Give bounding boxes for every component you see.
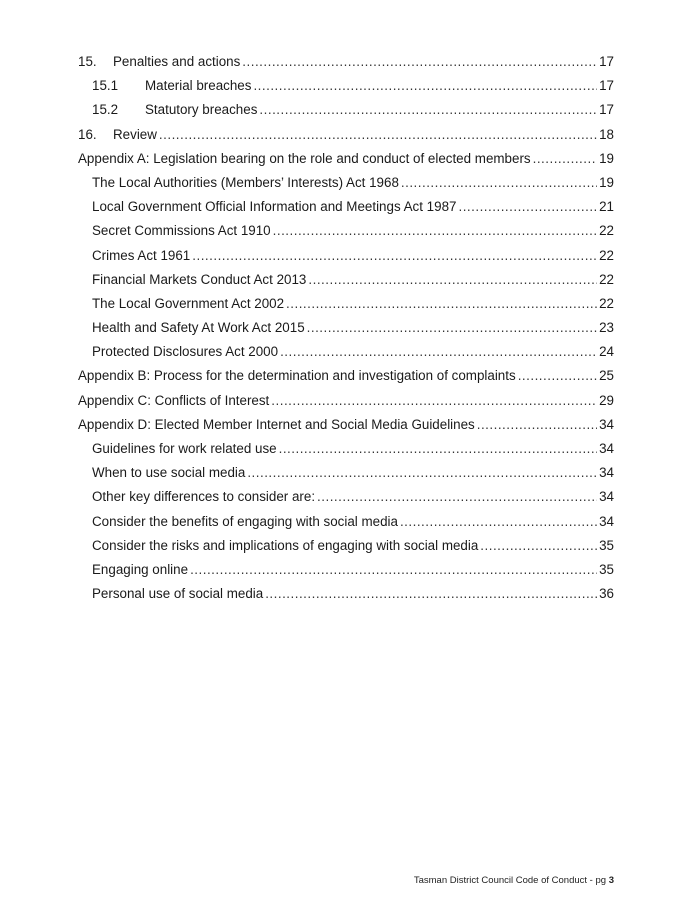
toc-dot-leader: [518, 368, 597, 383]
toc-entry-page-number: 23: [599, 320, 614, 336]
toc-entry[interactable]: [78, 441, 614, 465]
toc-dot-leader: [307, 320, 597, 335]
table-of-contents: [78, 54, 614, 610]
toc-entry[interactable]: [78, 78, 614, 102]
toc-entry-page-number: 21: [599, 199, 614, 215]
toc-entry-title: Consider the risks and implications of engaging with social media: [92, 537, 479, 553]
toc-entry[interactable]: [78, 54, 614, 78]
toc-entry-page-number: 34: [599, 441, 614, 456]
toc-entry-page-number: 24: [599, 344, 614, 360]
toc-dot-leader: [533, 151, 597, 166]
toc-entry-title: Guidelines for work related use: [92, 441, 277, 456]
toc-dot-leader: [265, 586, 597, 601]
toc-entry[interactable]: [78, 417, 614, 441]
toc-entry-page-number: 34: [599, 465, 614, 481]
toc-entry-title: When to use social media: [92, 465, 246, 481]
toc-entry[interactable]: [78, 175, 614, 199]
toc-entry[interactable]: [78, 223, 614, 247]
toc-entry-title: Appendix A: Legislation bearing on the role and conduct of elected members: [78, 150, 531, 166]
toc-entry-page-number: 22: [599, 295, 614, 311]
toc-entry-title: Other key differences to consider are:: [92, 489, 316, 505]
toc-entry[interactable]: [78, 320, 614, 344]
toc-entry-number: 15.: [78, 54, 97, 69]
toc-entry[interactable]: [78, 368, 614, 392]
toc-dot-leader: [458, 199, 597, 214]
toc-entry-title: Appendix C: Conflicts of Interest: [78, 392, 270, 408]
toc-dot-leader: [159, 127, 597, 142]
toc-entry-title: Personal use of social media: [92, 586, 264, 602]
toc-dot-leader: [273, 223, 597, 238]
toc-entry-page-number: 34: [599, 416, 614, 432]
toc-entry-title: The Local Authorities (Members’ Interests) Act 1968: [92, 174, 399, 190]
toc-entry-title: Material breaches: [145, 78, 252, 94]
toc-dot-leader: [242, 54, 597, 69]
toc-entry-title: Secret Commissions Act 1910: [92, 223, 271, 239]
toc-entry-page-number: 22: [599, 271, 614, 287]
toc-entry-title: Statutory breaches: [145, 102, 258, 118]
toc-entry-title: Health and Safety At Work Act 2015: [92, 320, 305, 336]
toc-entry-page-number: 18: [599, 126, 614, 142]
toc-entry-title: Local Government Official Information and Meetings Act 1987: [92, 199, 457, 215]
toc-entry[interactable]: [78, 538, 614, 562]
toc-entry[interactable]: [78, 102, 614, 126]
toc-entry-page-number: 19: [599, 150, 614, 166]
toc-entry[interactable]: [78, 272, 614, 296]
toc-entry-title: Crimes Act 1961: [92, 247, 191, 263]
toc-dot-leader: [247, 465, 597, 480]
toc-entry-page-number: 22: [599, 223, 614, 239]
toc-entry-title: Review: [113, 126, 157, 142]
toc-entry-page-number: 35: [599, 537, 614, 553]
toc-entry[interactable]: [78, 127, 614, 151]
toc-entry-title: Penalties and actions: [113, 54, 241, 69]
footer-text: Tasman District Council Code of Conduct - pg: [413, 875, 609, 886]
toc-dot-leader: [401, 175, 597, 190]
toc-entry[interactable]: [78, 514, 614, 538]
toc-dot-leader: [280, 344, 597, 359]
toc-dot-leader: [400, 514, 597, 529]
toc-dot-leader: [253, 78, 597, 93]
toc-entry[interactable]: [78, 562, 614, 586]
toc-entry[interactable]: [78, 489, 614, 513]
toc-entry-title: Engaging online: [92, 561, 189, 577]
toc-dot-leader: [480, 538, 597, 553]
toc-entry-page-number: 22: [599, 247, 614, 263]
toc-entry-number: 15.1: [92, 78, 119, 94]
toc-entry-page-number: 36: [599, 586, 614, 602]
toc-entry-title: The Local Government Act 2002: [92, 295, 285, 311]
toc-dot-leader: [477, 417, 597, 432]
toc-entry-page-number: 19: [599, 174, 614, 190]
toc-entry-title: Appendix B: Process for the determination and investigation of complaints: [78, 368, 516, 384]
toc-entry-page-number: 35: [599, 561, 614, 577]
toc-entry-page-number: 17: [599, 78, 614, 94]
toc-entry-page-number: 34: [599, 513, 614, 529]
toc-entry-number: 15.2: [92, 102, 119, 118]
toc-entry[interactable]: [78, 151, 614, 175]
toc-entry[interactable]: [78, 465, 614, 489]
toc-entry-title: Appendix D: Elected Member Internet and Social Media Guidelines: [78, 416, 475, 432]
toc-entry-page-number: 25: [599, 368, 614, 384]
toc-entry-number: 16.: [78, 126, 97, 142]
toc-dot-leader: [308, 272, 597, 287]
toc-entry[interactable]: [78, 248, 614, 272]
toc-dot-leader: [271, 393, 597, 408]
toc-entry[interactable]: [78, 199, 614, 223]
toc-entry-page-number: 34: [599, 489, 614, 505]
toc-entry-page-number: 17: [599, 54, 614, 69]
toc-entry-title: Protected Disclosures Act 2000: [92, 344, 279, 360]
toc-dot-leader: [190, 562, 597, 577]
toc-entry-title: Consider the benefits of engaging with social media: [92, 513, 398, 529]
toc-dot-leader: [317, 489, 597, 504]
toc-dot-leader: [259, 102, 597, 117]
toc-entry-title: Financial Markets Conduct Act 2013: [92, 271, 307, 287]
toc-entry-page-number: 29: [599, 392, 614, 408]
toc-entry[interactable]: [78, 393, 614, 417]
toc-dot-leader: [192, 248, 597, 263]
toc-entry[interactable]: [78, 344, 614, 368]
toc-entry[interactable]: [78, 586, 614, 610]
page-footer: [414, 875, 614, 886]
toc-entry-page-number: 17: [599, 102, 614, 118]
footer-page-number: 3: [608, 875, 614, 886]
toc-dot-leader: [279, 441, 598, 456]
toc-entry[interactable]: [78, 296, 614, 320]
toc-dot-leader: [286, 296, 597, 311]
